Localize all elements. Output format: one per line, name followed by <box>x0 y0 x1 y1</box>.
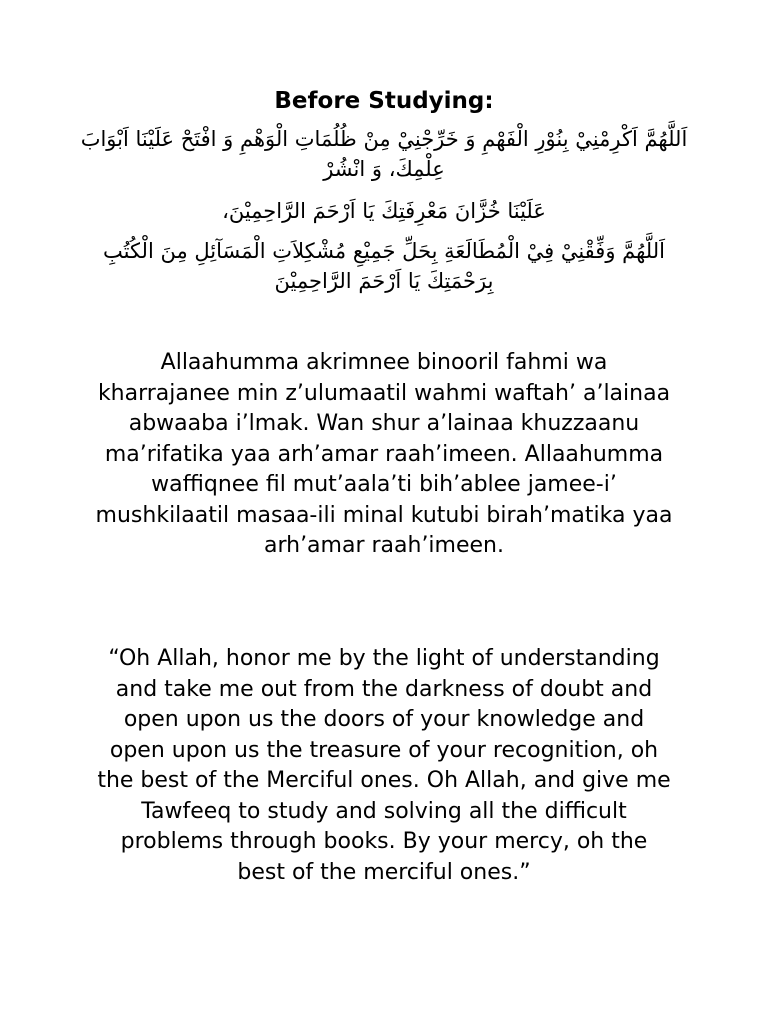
arabic-dua-line-2: عَلَيْنَا خُزَّانَ مَعْرِفَتِكَ يَا اَرْحَمَ الرَّاحِمِيْنَ، <box>222 199 546 223</box>
arabic-dua-line-1: اَللَّهُمَّ اَكْرِمْنِيْ بِنُوْرِ الْفَهْمِ وَ خَرِّجْنِيْ مِنْ ظُلُمَاتِ الْوَهْمِ وَ افْتَحْ عَلَيْنَا اَبْوَابَ عِلْمِكَ، وَ انْشُرْ <box>80 127 688 181</box>
page-title: Before Studying: <box>274 88 494 114</box>
translation-paragraph: “Oh Allah, honor me by the light of understanding and take me out from the darkness of doubt and open upon us the doors of your knowledge and open upon us the treasure of your recognition, oh the best of the Merciful ones. Oh Allah, and give me Tawfeeq to study and solving all the difficult problems through books. By your mercy, oh the best of the merciful ones.” <box>97 646 671 885</box>
arabic-dua-line-3: اَللَّهُمَّ وَفِّقْنِيْ فِيْ الْمُطَالَعَةِ بِحَلِّ جَمِيْعِ مُشْكِلاَتِ الْمَسَآئِلِ مِنَ الْكُتُبِ بِرَحْمَتِكَ يَا اَرْحَمَ الرَّاحِمِيْنَ <box>103 239 665 293</box>
transliteration-paragraph: Allaahumma akrimnee binooril fahmi wa kharrajanee min z’ulumaatil wahmi waftah’ a’lainaa abwaaba i’lmak. Wan shur a’lainaa khuzzaanu ma’rifatika yaa arh’amar raah’imeen. Allaahumma waffiqnee fil mut’aala’ti bih’ablee jamee-i’ mushkilaatil masaa-ili minal kutubi birah’matika yaa arh’amar raah’imeen. <box>95 350 673 558</box>
